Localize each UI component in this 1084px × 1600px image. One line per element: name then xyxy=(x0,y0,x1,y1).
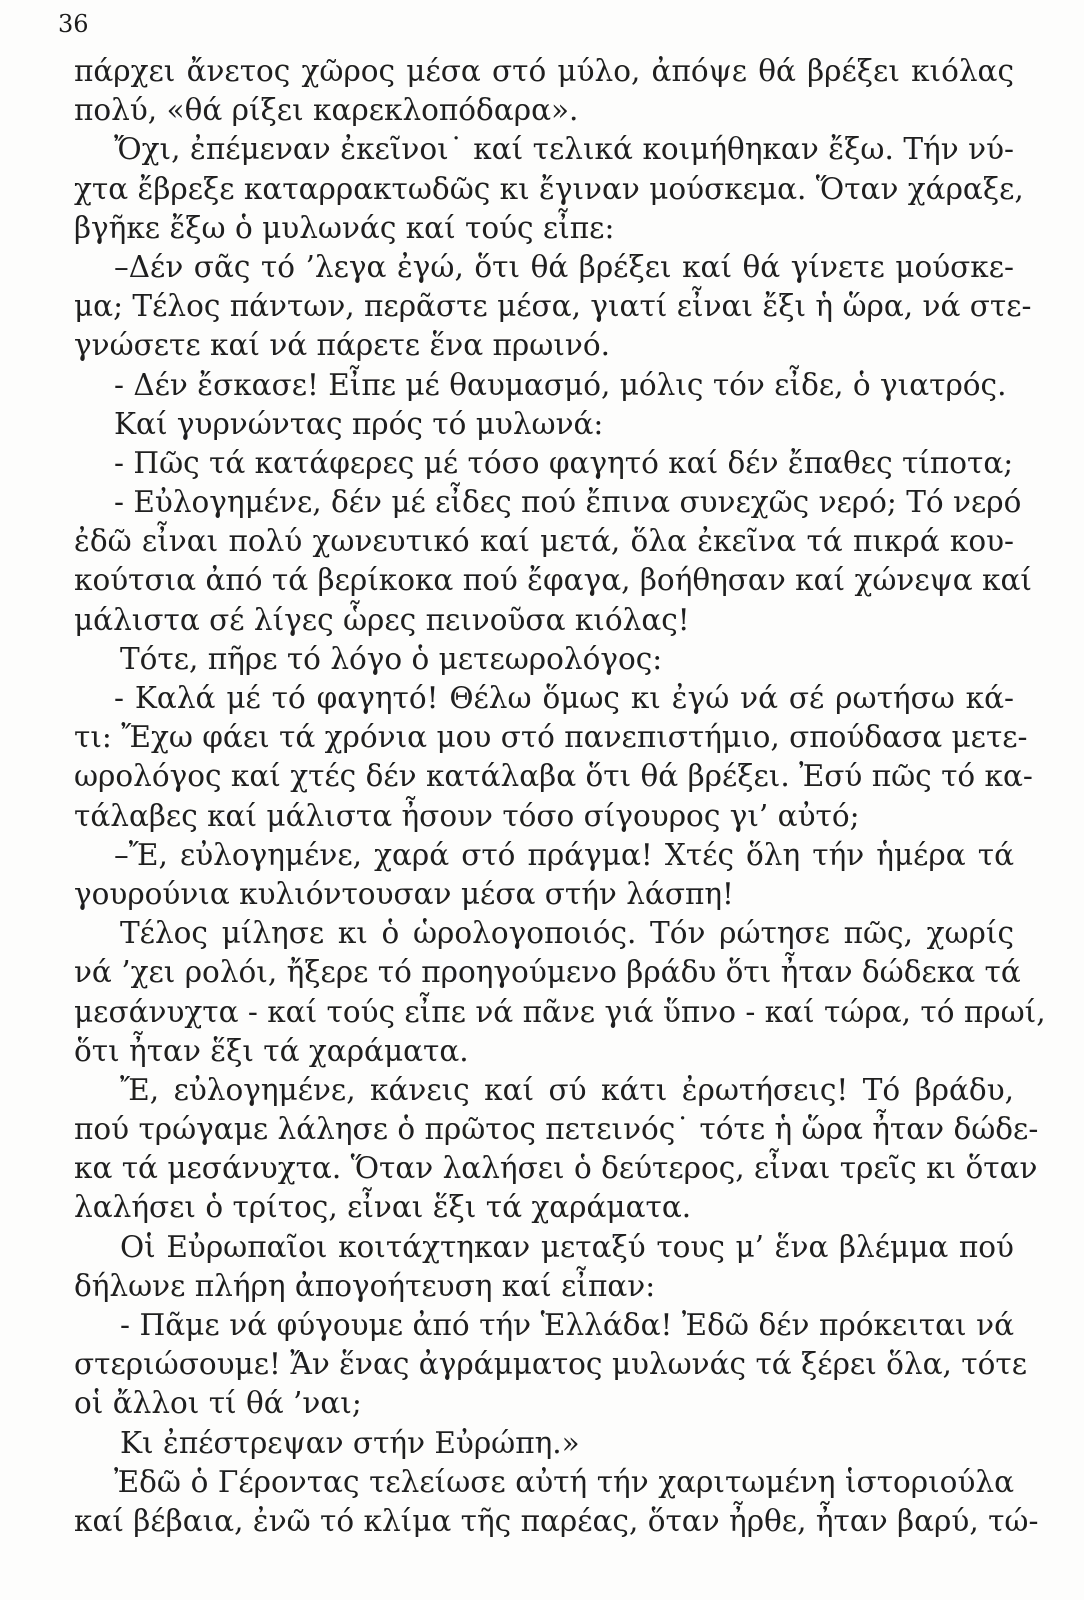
text-line: χτα ἔβρεξε καταρρακτωδῶς κι ἔγιναν μούσκεμα. Ὅταν χάραξε, xyxy=(74,171,1024,206)
page-number: 36 xyxy=(58,10,89,38)
text-line: –Ἔ, εὐλογημένε, χαρά στό πράγμα! Χτές ὅλη τήν ἡμέρα τά xyxy=(114,837,1014,872)
text-line: κα τά μεσάνυχτα. Ὅταν λαλήσει ὁ δεύτερος, εἶναι τρεῖς κι ὅταν xyxy=(74,1151,1038,1186)
text-line: νά ’χει ρολόι, ἤξερε τό προηγούμενο βράδυ ὅτι ἦταν δώδεκα τά xyxy=(74,955,1021,990)
text-line: κούτσια ἀπό τά βερίκοκα πού ἔφαγα, βοήθησαν καί χώνεψα καί xyxy=(74,563,1032,598)
text-line: Τέλος μίλησε κι ὁ ὡρολογοποιός. Τόν ρώτησε πῶς, χωρίς xyxy=(120,916,1014,951)
text-line: πού τρώγαμε λάλησε ὁ πρῶτος πετεινός˙ τότε ἡ ὥρα ἦταν δώδε- xyxy=(74,1112,1039,1147)
text-line: Ἐδῶ ὁ Γέροντας τελείωσε αὐτή τήν χαριτωμένη ἱστοριούλα xyxy=(114,1464,1014,1499)
text-line: –Δέν σᾶς τό ’λεγα ἐγώ, ὅτι θά βρέξει καί θά γίνετε μούσκε- xyxy=(114,249,1014,284)
text-line: Ἔ, εὐλογημένε, κάνεις καί σύ κάτι ἐρωτήσεις! Τό βράδυ, xyxy=(120,1072,1014,1107)
text-line: - Πῶς τά κατάφερες μέ τόσο φαγητό καί δέν ἔπαθες τίποτα; xyxy=(114,445,1014,480)
text-line: γουρούνια κυλιόντουσαν μέσα στήν λάσπη! xyxy=(74,876,734,911)
text-line: μάλιστα σέ λίγες ὧρες πεινοῦσα κιόλας! xyxy=(74,602,690,637)
text-line: - Πᾶμε νά φύγουμε ἀπό τήν Ἑλλάδα! Ἐδῶ δέν πρόκειται νά xyxy=(120,1308,1014,1342)
text-line: ἐδῶ εἶναι πολύ χωνευτικό καί μετά, ὅλα ἐκεῖνα τά πικρά κου- xyxy=(74,524,1014,559)
text-line: Κι ἐπέστρεψαν στήν Εὐρώπη.» xyxy=(120,1425,580,1460)
text-line: μα; Τέλος πάντων, περᾶστε μέσα, γιατί εἶναι ἔξι ἡ ὥρα, νά στε- xyxy=(74,289,1032,324)
text-line: γνώσετε καί νά πάρετε ἕνα πρωινό. xyxy=(74,328,610,363)
text-line: Οἱ Εὐρωπαῖοι κοιτάχτηκαν μεταξύ τους μ’ ἕνα βλέμμα πού xyxy=(120,1229,1014,1264)
text-line: πάρχει ἄνετος χῶρος μέσα στό μύλο, ἀπόψε θά βρέξει κιόλας xyxy=(74,54,1014,88)
page-text xyxy=(74,52,1046,1541)
text-line: Ὄχι, ἐπέμεναν ἐκεῖνοι˙ καί τελικά κοιμήθηκαν ἔξω. Τήν νύ- xyxy=(114,132,1014,167)
text-line: Καί γυρνώντας πρός τό μυλωνά: xyxy=(114,406,604,441)
text-line: πολύ, «θά ρίξει καρεκλοπόδαρα». xyxy=(74,93,579,128)
text-line: στεριώσουμε! Ἄν ἕνας ἀγράμματος μυλωνάς τά ξέρει ὅλα, τότε xyxy=(74,1347,1027,1382)
text-line: - Εὐλογημένε, δέν μέ εἶδες πού ἔπινα συνεχῶς νερό; Τό νερό xyxy=(114,485,1022,520)
text-line: τι: Ἔχω φάει τά χρόνια μου στό πανεπιστήμιο, σπούδασα μετε- xyxy=(74,720,1028,755)
text-line: μεσάνυχτα - καί τούς εἶπε νά πᾶνε γιά ὕπνο - καί τώρα, τό πρωί, xyxy=(74,994,1046,1029)
text-line: δήλωνε πλήρη ἀπογοήτευση καί εἶπαν: xyxy=(74,1268,656,1303)
text-line: βγῆκε ἔξω ὁ μυλωνάς καί τούς εἶπε: xyxy=(74,210,615,245)
text-line: - Δέν ἔσκασε! Εἶπε μέ θαυμασμό, μόλις τόν εἶδε, ὁ γιατρός. xyxy=(114,367,1007,402)
text-line: - Καλά μέ τό φαγητό! Θέλω ὅμως κι ἐγώ νά σέ ρωτήσω κά- xyxy=(114,681,1014,715)
text-line: ωρολόγος καί χτές δέν κατάλαβα ὅτι θά βρέξει. Ἐσύ πῶς τό κα- xyxy=(74,759,1033,794)
text-line: λαλήσει ὁ τρίτος, εἶναι ἕξι τά χαράματα. xyxy=(74,1190,692,1225)
text-line: Τότε, πῆρε τό λόγο ὁ μετεωρολόγος: xyxy=(120,641,663,676)
text-line: οἱ ἄλλοι τί θά ’ναι; xyxy=(74,1386,362,1421)
text-line: καί βέβαια, ἐνῶ τό κλίμα τῆς παρέας, ὅταν ἦρθε, ἦταν βαρύ, τώ- xyxy=(74,1503,1039,1538)
text-line: ὅτι ἦταν ἕξι τά χαράματα. xyxy=(74,1033,469,1068)
text-line: τάλαβες καί μάλιστα ἦσουν τόσο σίγουρος γι’ αὐτό; xyxy=(74,798,860,833)
